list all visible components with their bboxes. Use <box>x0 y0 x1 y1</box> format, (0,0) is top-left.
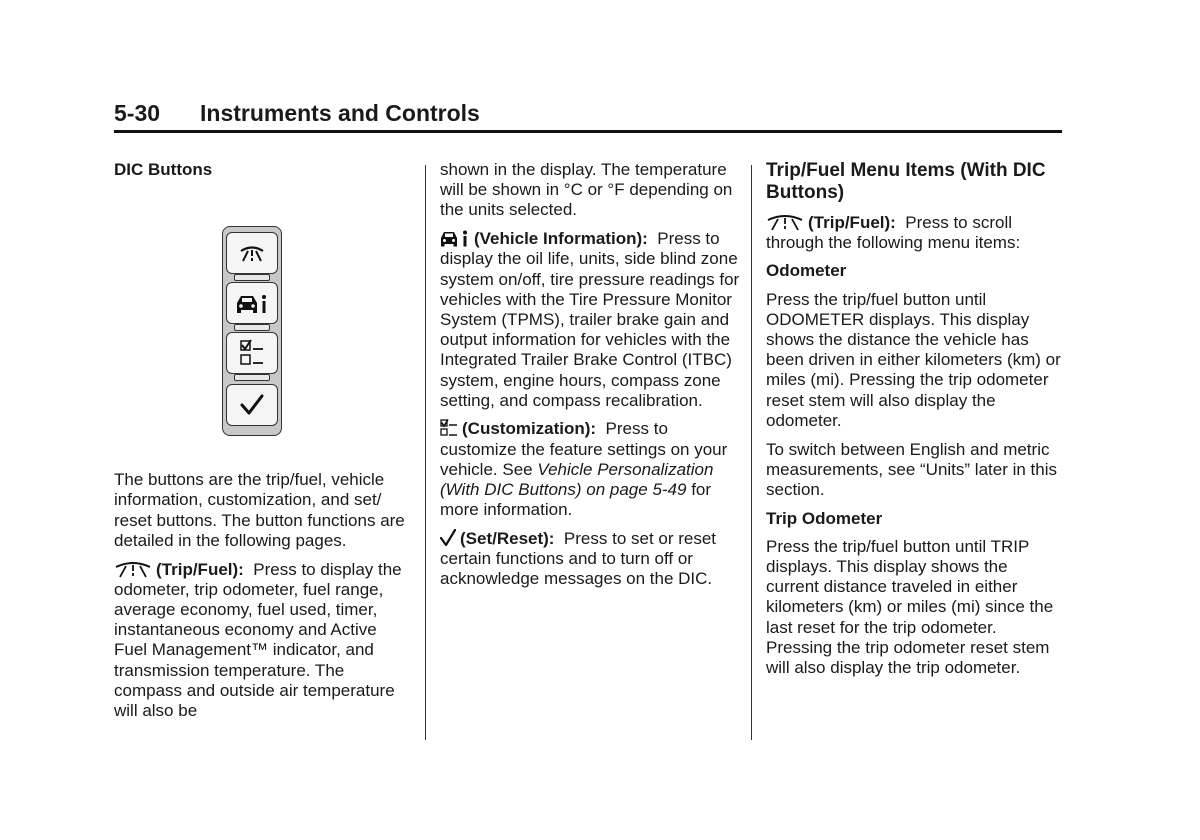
trip-fuel-description <box>114 560 410 722</box>
trip-fuel-icon <box>114 560 152 578</box>
customization-text-a: Press to customize the feature settings on your vehicle. See <box>440 419 728 479</box>
customization-text-b: for more information. <box>440 480 712 520</box>
trip-odometer-heading: Trip Odometer <box>766 508 883 528</box>
column-2 <box>440 160 740 598</box>
set-reset-icon <box>240 394 264 416</box>
dic-buttons-heading: DIC Buttons <box>114 160 213 179</box>
customization-icon <box>239 339 265 367</box>
column-divider <box>425 165 426 740</box>
trip-fuel-icon <box>766 213 804 231</box>
temperature-continuation: shown in the display. The temperature will be shown in °C or °F depending on the units selected. <box>440 160 733 220</box>
trip-odometer-text: Press the trip/fuel button until TRIP displays. This display shows the current distance traveled in either kilometers (km) or miles (mi) since the last reset for the trip odometer. Pressing the trip odometer reset stem will also display the trip odometer. <box>766 536 1054 678</box>
trip-fuel-menu-text: Press to scroll through the following menu items: <box>766 212 1021 252</box>
set-reset-term: (Set/Reset): <box>460 528 555 548</box>
column-divider <box>751 165 752 740</box>
set-reset-button-illustration <box>226 384 278 426</box>
odometer-heading: Odometer <box>766 261 847 281</box>
vehicle-info-icon <box>440 229 470 247</box>
column-3 <box>766 160 1064 687</box>
column-1 <box>114 160 410 730</box>
set-reset-icon <box>440 529 456 547</box>
customization-button-illustration <box>226 332 278 374</box>
units-text: To switch between English and metric measurements, see “Units” later in this section. <box>766 439 1057 499</box>
customization-icon <box>440 419 458 437</box>
page-number: 5-30 <box>114 100 161 126</box>
customization-description <box>440 419 740 520</box>
customization-term: (Customization): <box>462 419 597 439</box>
vehicle-info-description <box>440 229 740 411</box>
section-title: Instruments and Controls <box>200 100 480 126</box>
vehicle-personalization-reference[interactable]: Vehicle Personalization (With DIC Buttons) on page 5-49 <box>440 459 714 500</box>
vehicle-info-term: (Vehicle Information): <box>474 229 648 249</box>
trip-fuel-term: (Trip/Fuel): <box>156 559 244 579</box>
trip-fuel-icon <box>238 242 266 264</box>
set-reset-text: Press to set or reset certain functions and to turn off or acknowledge messages on the DIC. <box>440 528 717 589</box>
trip-fuel-text: Press to display the odometer, trip odometer, fuel range, average economy, fuel used, timer, instantaneous economy and Active Fuel Management™ indicator, and transmission temperature. The compass and outside air temperature will also be <box>114 559 402 720</box>
trip-fuel-menu-intro <box>766 213 1064 253</box>
dic-button-panel-illustration <box>222 226 282 436</box>
trip-fuel-menu-heading: Trip/Fuel Menu Items (With DIC Buttons) <box>766 160 1046 203</box>
dic-buttons-intro: The buttons are the trip/fuel, vehicle information, customization, and set/ reset buttons. The button functions are detailed in the following pages. <box>114 470 405 550</box>
page-header <box>114 100 1062 133</box>
trip-fuel-term: (Trip/Fuel): <box>808 212 896 232</box>
vehicle-info-button-illustration <box>226 282 278 324</box>
vehicle-info-text: Press to display the oil life, units, side blind zone system on/off, tire pressure readings for vehicles with the Tire Pressure Monitor System (TPMS), trailer brake gain and output information for vehicles with the Integrated Trailer Brake Control (ITBC) system, engine hours, compass zone setting, and compass recalibration. <box>440 229 740 410</box>
vehicle-info-icon <box>235 292 269 314</box>
trip-fuel-button-illustration <box>226 232 278 274</box>
odometer-text: Press the trip/fuel button until ODOMETER displays. This display shows the distance the vehicle has been driven in either kilometers (km) or miles (mi). Pressing the trip odometer reset stem will also display the odometer. <box>766 289 1061 430</box>
set-reset-description <box>440 529 740 590</box>
